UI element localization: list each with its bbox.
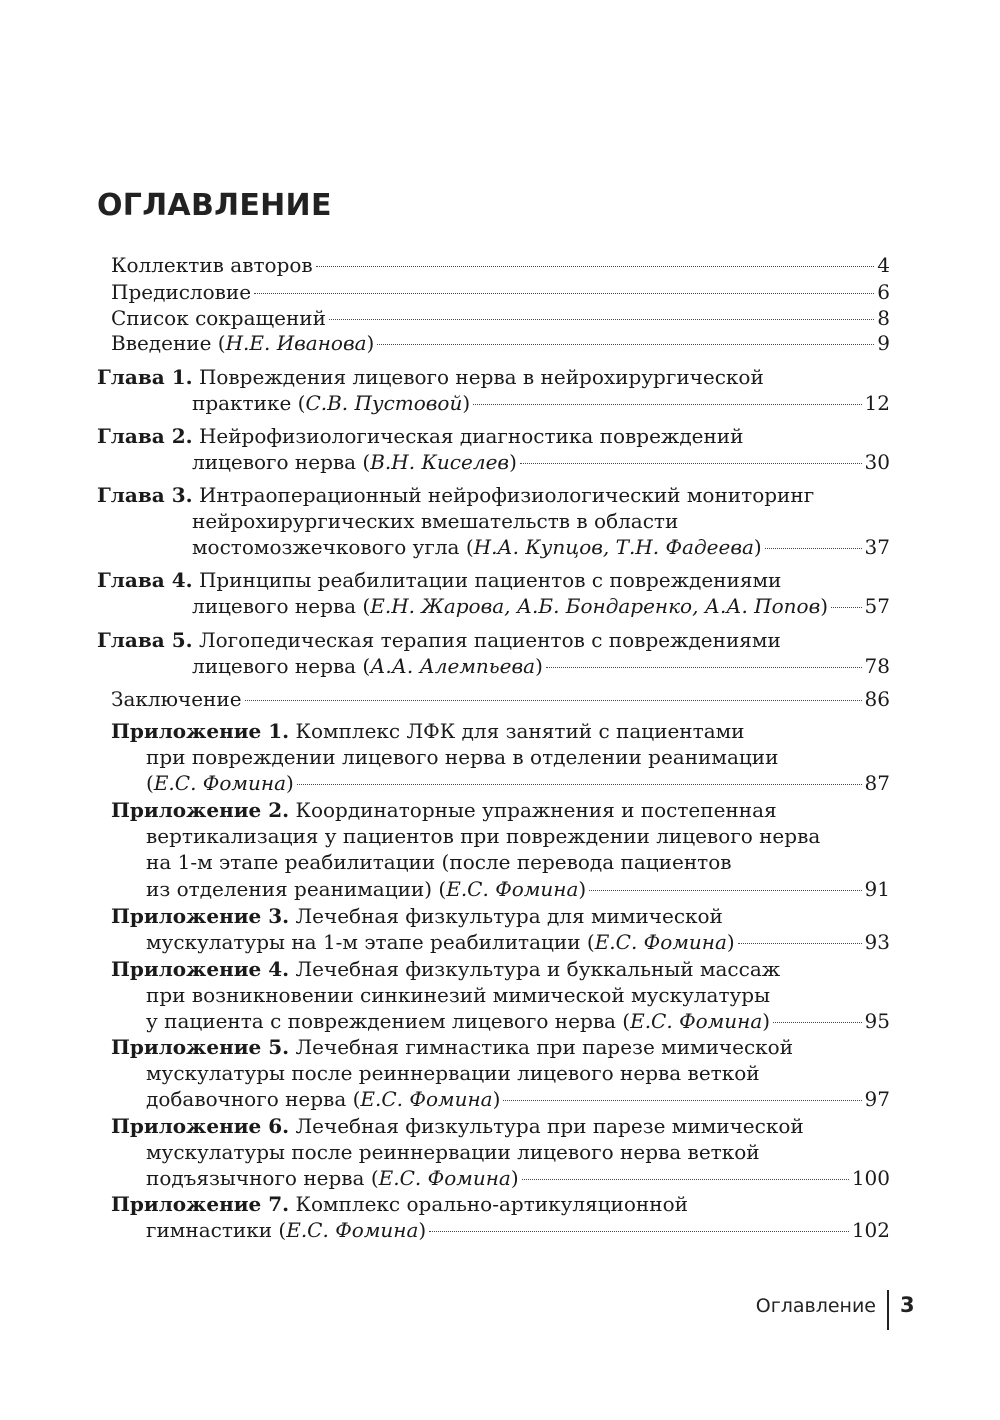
toc-line-text xyxy=(146,770,294,796)
toc-title-text: мускулатуры после реиннервации лицевого нерва веткой xyxy=(146,1140,760,1165)
toc-line-text xyxy=(97,628,781,652)
toc-line xyxy=(146,823,820,849)
toc-line xyxy=(192,449,890,475)
toc-title-text: лицевого нерва ( xyxy=(192,450,371,475)
toc-line xyxy=(111,797,777,823)
toc-title-text: лицевого нерва ( xyxy=(192,654,371,679)
toc-line-text xyxy=(192,593,828,619)
toc-page-number: 37 xyxy=(864,535,890,560)
toc-line xyxy=(111,686,890,712)
toc-line-text xyxy=(111,279,251,305)
toc-line-text xyxy=(111,252,313,278)
toc-line xyxy=(111,279,890,305)
toc-title-text: мускулатуры на 1-м этапе реабилитации ( xyxy=(146,930,595,955)
toc-close-paren: ) xyxy=(753,535,762,560)
toc-entry-label: Приложение 1. xyxy=(111,719,290,743)
toc-line xyxy=(146,770,890,796)
toc-close-paren: ) xyxy=(820,594,829,619)
toc-page-number: 4 xyxy=(877,253,890,277)
toc-author-name: Е.С. Фомина xyxy=(446,876,579,901)
toc-line-text xyxy=(192,509,678,533)
toc-entry-label: Глава 2. xyxy=(97,424,193,448)
toc-page-number: 12 xyxy=(864,391,890,416)
toc-line-text xyxy=(192,534,762,560)
toc-dot-leader xyxy=(503,1100,861,1101)
toc-title-text: при повреждении лицевого нерва в отделении реанимации xyxy=(146,745,779,770)
toc-author-name: Е.С. Фомина xyxy=(153,771,286,796)
toc-title-text: Коллектив авторов xyxy=(111,253,313,277)
toc-line xyxy=(97,423,743,449)
toc-title-text: добавочного нерва ( xyxy=(146,1087,361,1112)
toc-line xyxy=(111,718,745,744)
toc-line xyxy=(146,1165,890,1191)
toc-title-text: Лечебная физкультура при парезе мимической xyxy=(295,1114,804,1138)
toc-line-text xyxy=(146,1061,760,1085)
toc-line-text xyxy=(146,1165,519,1191)
toc-line-text xyxy=(111,305,326,331)
toc-line-text xyxy=(111,330,374,356)
toc-author-name: Е.С. Фомина xyxy=(630,1009,763,1034)
toc-close-paren: ) xyxy=(492,1087,501,1112)
toc-line xyxy=(146,1008,890,1034)
toc-line-text xyxy=(111,957,780,981)
toc-page-number: 86 xyxy=(864,687,890,711)
toc-line xyxy=(146,1060,760,1086)
toc-dot-leader xyxy=(316,266,875,267)
toc-entry-label: Глава 1. xyxy=(97,365,193,389)
toc-title-text: Комплекс ЛФК для занятий с пациентами xyxy=(295,719,745,743)
toc-line xyxy=(146,1217,890,1243)
toc-author-name: А.А. Алемпьева xyxy=(370,654,536,679)
toc-close-paren: ) xyxy=(509,450,517,475)
toc-entry-label: Глава 4. xyxy=(97,568,193,592)
toc-line xyxy=(111,1034,793,1060)
toc-title-text: Лечебная гимнастика при парезе мимической xyxy=(295,1035,794,1059)
toc-title-text: Предисловие xyxy=(111,280,252,304)
toc-line-text xyxy=(111,686,242,712)
toc-title-text: лицевого нерва ( xyxy=(192,594,371,619)
toc-line xyxy=(111,330,890,356)
toc-line xyxy=(146,1086,890,1112)
toc-line xyxy=(97,567,781,593)
toc-line xyxy=(192,593,890,619)
toc-page-number: 8 xyxy=(877,306,890,330)
toc-line-text xyxy=(111,719,745,743)
toc-dot-leader xyxy=(473,404,861,405)
running-title: Оглавление xyxy=(755,1295,876,1317)
toc-line-text xyxy=(192,390,470,416)
toc-title-text: подъязычного нерва ( xyxy=(146,1166,379,1191)
toc-title-text: практике ( xyxy=(192,391,306,416)
toc-close-paren: ) xyxy=(510,1166,519,1191)
toc-dot-leader xyxy=(831,607,862,608)
toc-line-text xyxy=(146,824,820,848)
toc-line xyxy=(192,390,890,416)
toc-line xyxy=(111,903,723,929)
toc-line xyxy=(111,252,890,278)
toc-title-text: мостомозжечкового угла ( xyxy=(192,535,474,560)
toc-title-text: у пациента с повреждением лицевого нерва ( xyxy=(146,1009,631,1034)
toc-title-text: Логопедическая терапия пациентов с повреждениями xyxy=(198,628,781,652)
toc-page-number: 87 xyxy=(864,771,890,796)
toc-line-text xyxy=(97,424,743,448)
toc-title-text: Координаторные упражнения и постепенная xyxy=(295,798,777,822)
toc-dot-leader xyxy=(429,1231,849,1232)
toc-page-number: 95 xyxy=(864,1009,890,1034)
toc-close-paren: ) xyxy=(578,876,587,901)
toc-dot-leader xyxy=(377,344,874,345)
toc-title-text: Интраоперационный нейрофизиологический мониторинг xyxy=(198,483,815,507)
toc-author-name: Е.С. Фомина xyxy=(360,1087,493,1112)
toc-entry-label: Приложение 7. xyxy=(111,1192,290,1216)
toc-title-text: при возникновении синкинезий мимической мускулатуры xyxy=(146,983,771,1008)
toc-title-text: Введение ( xyxy=(111,331,226,355)
toc-entry-label: Глава 3. xyxy=(97,483,193,507)
toc-line-text xyxy=(192,449,517,475)
toc-line-text xyxy=(111,798,777,822)
toc-line xyxy=(111,956,780,982)
toc-line-text xyxy=(192,653,543,679)
toc-author-name: Н.А. Купцов, Т.Н. Фадеева xyxy=(473,535,754,560)
toc-close-paren: ) xyxy=(762,1009,771,1034)
toc-line-text xyxy=(146,983,770,1007)
toc-line xyxy=(146,876,890,902)
toc-line xyxy=(146,849,732,875)
toc-author-name: Е.Н. Жарова, А.Б. Бондаренко, А.А. Попов xyxy=(370,594,821,619)
toc-line xyxy=(192,508,678,534)
toc-line-text xyxy=(146,1217,426,1243)
toc-author-name: В.Н. Киселев xyxy=(370,450,510,475)
toc-entry-label: Приложение 6. xyxy=(111,1114,290,1138)
toc-line-text xyxy=(146,929,735,955)
toc-line-text xyxy=(111,1035,793,1059)
toc-title-text: Нейрофизиологическая диагностика повреждений xyxy=(198,424,744,448)
toc-dot-leader xyxy=(245,700,862,701)
toc-line-text xyxy=(146,745,778,769)
toc-dot-leader xyxy=(589,890,861,891)
toc-title-text: гимнастики ( xyxy=(146,1218,287,1243)
toc-entry-label: Приложение 2. xyxy=(111,798,290,822)
toc-author-name: Е.С. Фомина xyxy=(378,1166,511,1191)
toc-page-number: 6 xyxy=(877,280,890,304)
toc-title-text: на 1-м этапе реабилитации (после перевода пациентов xyxy=(146,850,732,875)
toc-close-paren: ) xyxy=(462,391,471,416)
toc-dot-leader xyxy=(297,784,862,785)
toc-dot-leader xyxy=(522,1179,849,1180)
toc-page-number: 30 xyxy=(864,450,890,475)
toc-line xyxy=(111,305,890,331)
toc-line-text xyxy=(111,1114,804,1138)
toc-page-number: 9 xyxy=(877,331,890,355)
toc-title-text: Повреждения лицевого нерва в нейрохирургической xyxy=(198,365,764,389)
toc-dot-leader xyxy=(773,1022,861,1023)
toc-close-paren: ) xyxy=(418,1218,427,1243)
toc-line xyxy=(192,534,890,560)
toc-title-text: ( xyxy=(146,771,154,796)
toc-line-text xyxy=(146,876,586,902)
toc-page-number: 91 xyxy=(864,876,890,901)
toc-page-number: 78 xyxy=(864,654,890,679)
toc-line-text xyxy=(146,1140,760,1164)
toc-entry-label: Приложение 5. xyxy=(111,1035,290,1059)
toc-page-number: 57 xyxy=(864,594,890,619)
toc-close-paren: ) xyxy=(366,331,375,355)
toc-title-text: Принципы реабилитации пациентов с повреждениями xyxy=(198,568,782,592)
footer-divider xyxy=(887,1290,889,1330)
toc-line xyxy=(192,653,890,679)
toc-author-name: Е.С. Фомина xyxy=(286,1218,419,1243)
toc-line-text xyxy=(97,568,781,592)
toc-entry-label: Приложение 3. xyxy=(111,904,290,928)
toc-line-text xyxy=(146,850,732,874)
toc-author-name: Н.Е. Иванова xyxy=(225,331,367,355)
toc-line-text xyxy=(146,1086,500,1112)
toc-close-paren: ) xyxy=(535,654,543,679)
toc-line xyxy=(146,982,770,1008)
toc-line xyxy=(97,364,764,390)
toc-line xyxy=(97,482,814,508)
toc-author-name: Е.С. Фомина xyxy=(594,930,727,955)
toc-line xyxy=(146,929,890,955)
toc-dot-leader xyxy=(329,319,874,320)
toc-line xyxy=(111,1191,688,1217)
toc-dot-leader xyxy=(738,943,862,944)
page-number: 3 xyxy=(900,1293,915,1317)
toc-line xyxy=(146,1139,760,1165)
toc-line-text xyxy=(111,1192,688,1216)
toc-title-text: нейрохирургических вмешательств в области xyxy=(192,509,679,534)
toc-line xyxy=(97,627,781,653)
page-heading: ОГЛАВЛЕНИЕ xyxy=(97,188,332,223)
toc-title-text: из отделения реанимации) ( xyxy=(146,876,447,901)
toc-page-number: 100 xyxy=(851,1166,890,1191)
toc-title-text: Лечебная физкультура для мимической xyxy=(295,904,723,928)
toc-close-paren: ) xyxy=(726,930,735,955)
toc-title-text: Заключение xyxy=(111,687,242,711)
toc-close-paren: ) xyxy=(286,771,294,796)
toc-line xyxy=(146,744,778,770)
toc-dot-leader xyxy=(546,667,862,668)
toc-title-text: вертикализация у пациентов при повреждении лицевого нерва xyxy=(146,824,821,849)
toc-title-text: Комплекс орально-артикуляционной xyxy=(295,1192,688,1216)
toc-title-text: мускулатуры после реиннервации лицевого нерва веткой xyxy=(146,1061,760,1086)
toc-entry-label: Глава 5. xyxy=(97,628,193,652)
toc-dot-leader xyxy=(254,293,874,294)
toc-page-number: 102 xyxy=(851,1218,890,1243)
toc-page-number: 93 xyxy=(864,930,890,955)
toc-author-name: С.В. Пустовой xyxy=(305,391,463,416)
toc-line-text xyxy=(97,365,764,389)
toc-line-text xyxy=(146,1008,770,1034)
toc-line-text xyxy=(111,904,723,928)
toc-entry-label: Приложение 4. xyxy=(111,957,290,981)
toc-dot-leader xyxy=(520,463,862,464)
page-footer xyxy=(0,1290,1000,1330)
toc-line-text xyxy=(97,483,814,507)
toc-page-number: 97 xyxy=(864,1087,890,1112)
toc-line xyxy=(111,1113,804,1139)
toc-title-text: Лечебная физкультура и буккальный массаж xyxy=(295,957,781,981)
toc-title-text: Список сокращений xyxy=(111,306,326,330)
toc-dot-leader xyxy=(765,548,862,549)
